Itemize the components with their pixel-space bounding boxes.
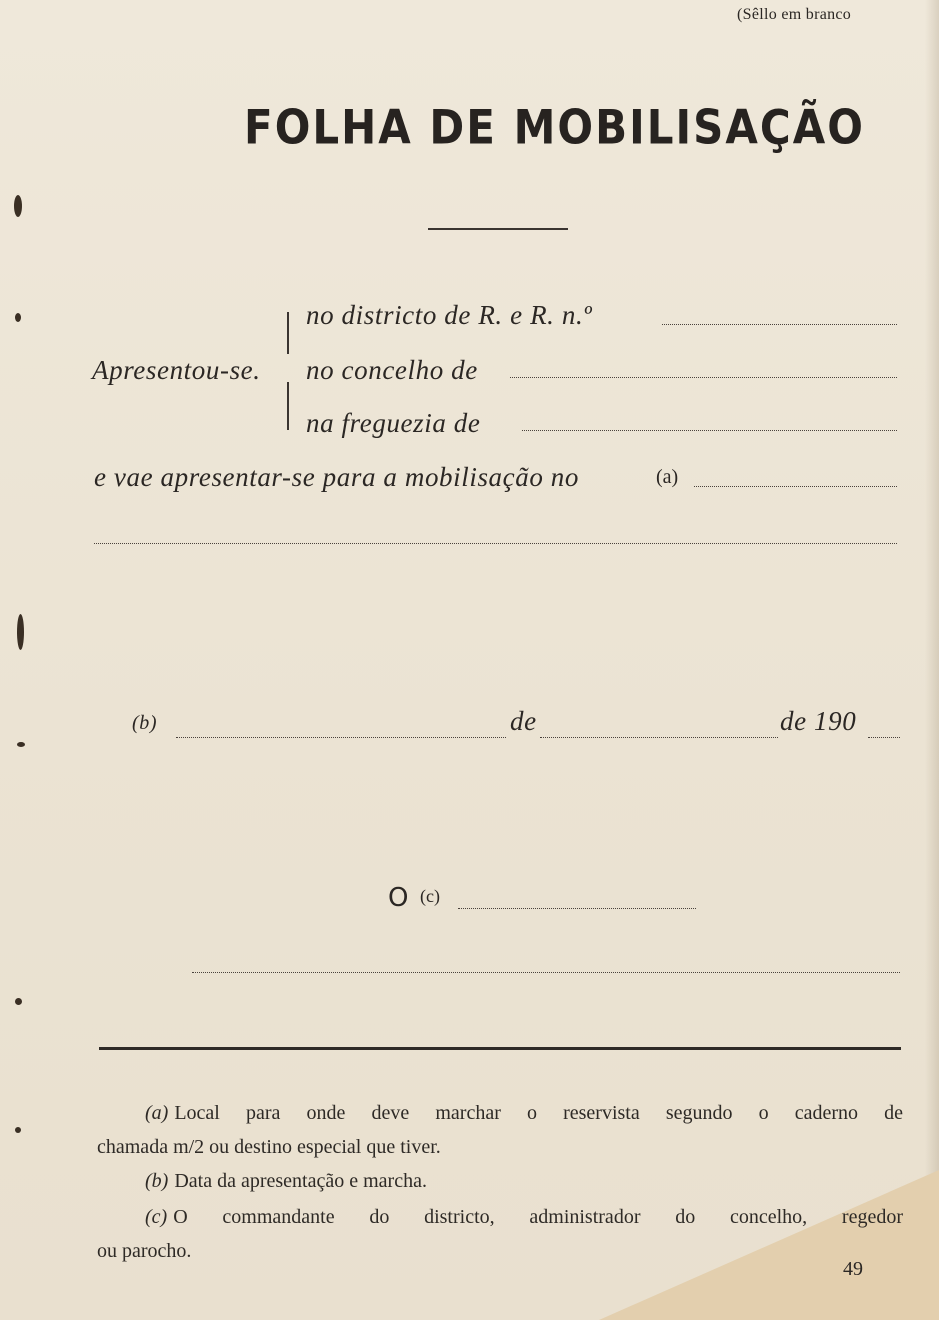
district-line-label: no districto de R. e R. n.º [306,300,593,330]
margin-speck [14,195,22,217]
footnote-a-mark: (a) [145,1102,169,1124]
margin-speck [15,313,21,322]
mark-a: (a) [656,466,679,488]
mobilisation-line-label: e vae apresentar-se para a mobilisação no [94,462,579,492]
date-de-1: de [510,706,537,736]
footnote-c-text-2: ou parocho. [97,1240,192,1262]
council-line-label: no concelho de [306,355,478,385]
footnote-c [97,1200,903,1268]
date-place-fill-line [176,737,506,738]
page-title: FOLHA DE MOBILISAÇÃO [244,100,865,155]
footnote-a-text-1: Local para onde deve marchar o reservista segundo o caderno de [174,1102,903,1124]
seal-note: (Sêllo em branco [737,6,852,23]
footnote-b-mark: (b) [145,1170,169,1192]
parish-line-label: na freguezia de [306,408,481,438]
margin-speck [15,998,22,1005]
council-fill-line [510,377,897,378]
footnote-a-text-2: chamada m/2 ou destino especial que tiver. [97,1136,441,1158]
parish-fill-line [522,430,897,431]
footnote-c-text-1: O commandante do districto, administrador do concelho, regedor [173,1206,903,1228]
signature-fill-line [458,908,696,909]
sign-o: O [388,883,409,913]
footnote-b [145,1164,427,1198]
mobilisation-fill-line [694,486,897,487]
signature-fill-line-2 [192,972,900,973]
margin-speck [15,1127,21,1133]
page-number: 49 [843,1258,863,1280]
date-year-fill-line [868,737,900,738]
footnote-b-text: Data da apresentação e marcha. [174,1170,427,1192]
mark-c: (c) [420,886,440,906]
brace [287,312,289,354]
date-month-fill-line [540,737,778,738]
footnote-a [97,1096,903,1164]
margin-speck [17,742,25,747]
district-fill-line [662,324,897,325]
margin-speck [17,614,24,650]
brace [287,382,289,430]
page-edge-shadow [925,0,939,1320]
title-divider [428,228,568,230]
footnote-c-line-1 [97,1200,903,1234]
date-de-2: de 190 [780,706,857,736]
mark-b: (b) [132,712,158,734]
notes-divider [99,1047,901,1050]
mobilisation-fill-line-2 [94,543,897,544]
footnote-a-line-1 [97,1096,903,1130]
footnote-c-mark: (c) [145,1206,168,1228]
presented-label: Apresentou-se. [92,355,261,385]
